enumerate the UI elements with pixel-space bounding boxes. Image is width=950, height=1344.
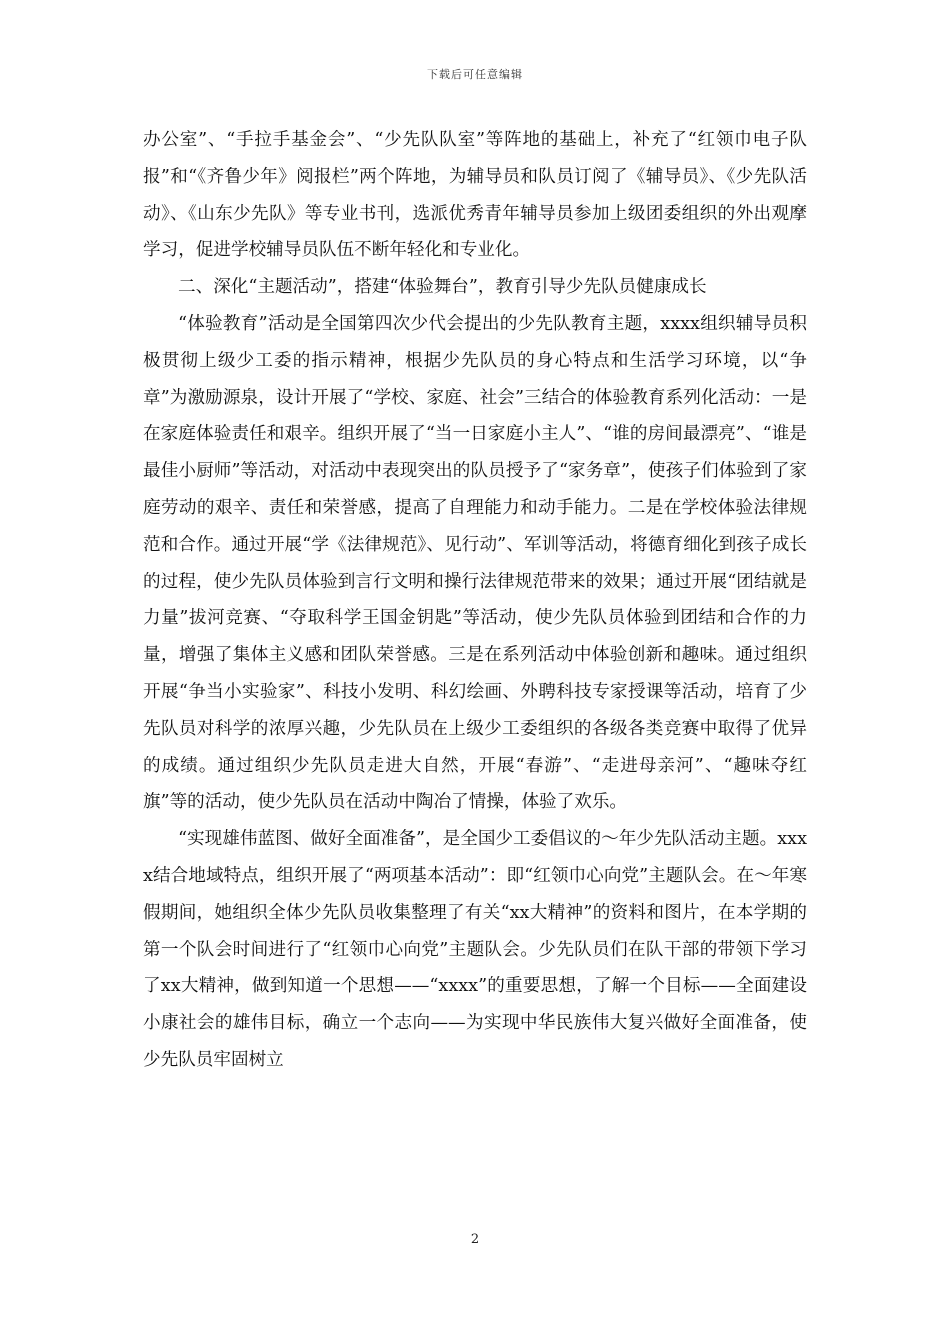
paragraph-theme-activity: “实现雄伟蓝图、做好全面准备”，是全国少工委倡议的～年少先队活动主题。xxxx结合地域特点，组织开展了“两项基本活动”：即“红领巾心向党”主题队会。在～年寒假期间，她组织全体少先队员收集整理了有关“xx大精神”的资料和图片，在本学期的第一个队会时间进行了“红领巾心向党”主题队会。少先队员们在队干部的带领下学习了xx大精神，做到知道一个思想——“xxxx”的重要思想，了解一个目标——全面建设小康社会的雄伟目标，确立一个志向——为实现中华民族伟大复兴做好全面准备，使少先队员牢固树立 — [143, 829, 807, 1070]
document-body — [143, 122, 807, 1079]
page-header: 下载后可任意编辑 — [427, 68, 523, 81]
paragraph-continuation: 办公室”、“手拉手基金会”、“少先队队室”等阵地的基础上，补充了“红领巾电子队报”和“《齐鲁少年》阅报栏”两个阵地，为辅导员和队员订阅了《辅导员》、《少先队活动》、《山东少先队》等专业书刊，选派优秀青年辅导员参加上级团委组织的外出观摩学习，促进学校辅导员队伍不断年轻化和专业化。 — [143, 130, 807, 261]
page-number: 2 — [470, 1232, 480, 1247]
paragraph-experience-education: “体验教育”活动是全国第四次少代会提出的少先队教育主题，xxxx组织辅导员积极贯彻上级少工委的指示精神，根据少先队员的身心特点和生活学习环境，以“争章”为激励源泉，设计开展了“学校、家庭、社会”三结合的体验教育系列化活动：一是在家庭体验责任和艰辛。组织开展了“当一日家庭小主人”、“谁的房间最漂亮”、“谁是最佳小厨师”等活动，对活动中表现突出的队员授予了“家务章”，使孩子们体验到了家庭劳动的艰辛、责任和荣誉感，提高了自理能力和动手能力。二是在学校体验法律规范和合作。通过开展“学《法律规范》、见行动”、军训等活动，将德育细化到孩子成长的过程，使少先队员体验到言行文明和操行法律规范带来的效果；通过开展“团结就是力量”拔河竞赛、“夺取科学王国金钥匙”等活动，使少先队员体验到团结和合作的力量，增强了集体主义感和团队荣誉感。三是在系列活动中体验创新和趣味。通过组织开展“争当小实验家”、科技小发明、科幻绘画、外聘科技专家授课等活动，培育了少先队员对科学的浓厚兴趣，少先队员在上级少工委组织的各级各类竞赛中取得了优异的成绩。通过组织少先队员走进大自然，开展“春游”、“走进母亲河”、“趣味夺红旗”等的活动，使少先队员在活动中陶冶了情操，体验了欢乐。 — [143, 313, 807, 813]
section-heading: 二、深化“主题活动”，搭建“体验舞台”，教育引导少先队员健康成长 — [178, 277, 707, 298]
